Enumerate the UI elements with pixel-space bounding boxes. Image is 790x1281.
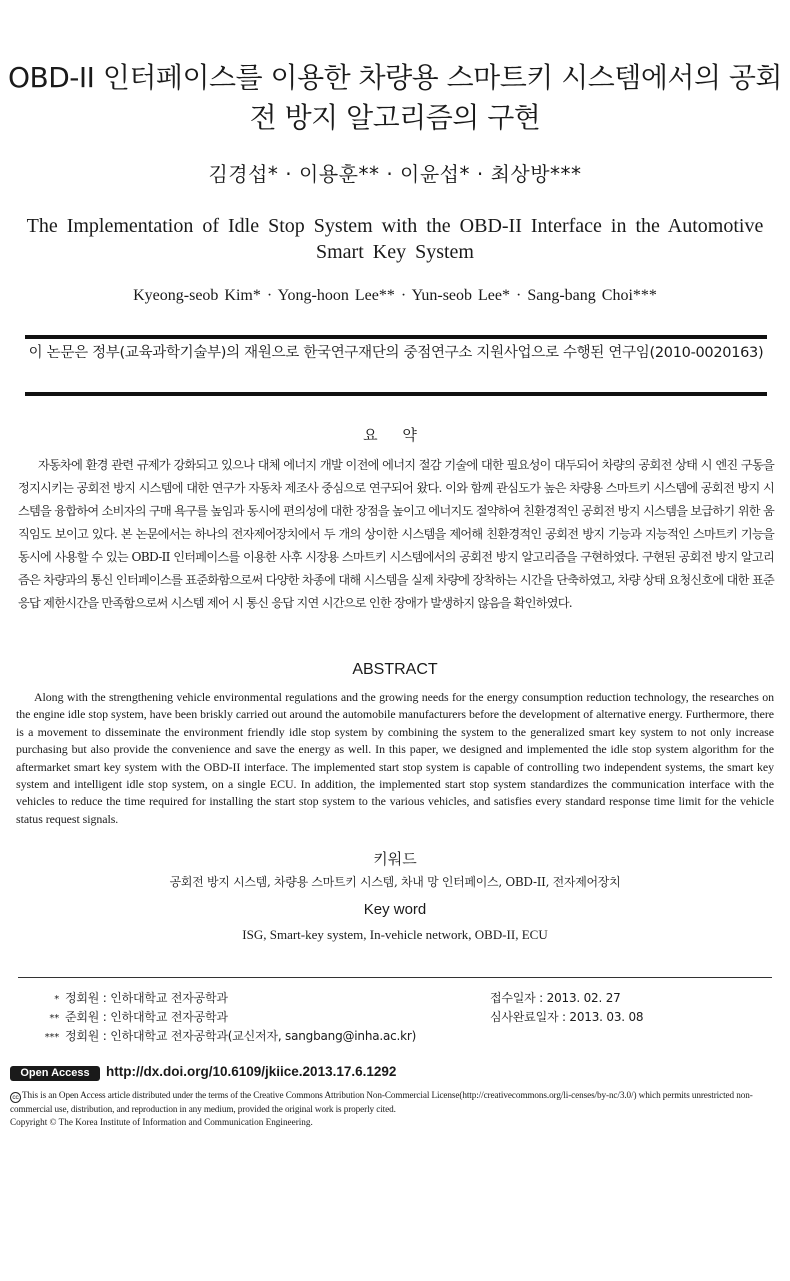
affiliation-2 xyxy=(25,1008,495,1028)
copyright-notice: Copyright © The Korea Institute of Information and Communication Engineering. xyxy=(10,1117,313,1127)
abstract-heading: ABSTRACT xyxy=(352,661,438,678)
keywords-korean-heading: 키워드 xyxy=(373,850,417,868)
authors-korean: 김경섭* · 이용훈** · 이윤섭* · 최상방*** xyxy=(208,162,582,186)
keywords-english-heading: Key word xyxy=(363,901,427,918)
footnote-divider xyxy=(18,977,772,978)
received-date: 접수일자 : 2013. 02. 27 xyxy=(490,991,621,1005)
affiliation-text: 준회원 : 인하대학교 전자공학과 xyxy=(65,1010,228,1024)
divider-thick-top xyxy=(25,335,767,339)
abstract-body: Along with the strengthening vehicle environmental regulations and the growing needs for the energy consumption reduction technology, the researches on the engine idle stop system, have been briskly carried out around the automobile manufacturers before the development of alternative energy. Furthermore, there is a movement to disseminate the environment friendly idle stop system by combining the system to the generalized smart key system to not only increase purchasing but also provide the convenience and save the energy as well. In this paper, we designed and implemented the idle stop system algorithm for the aftermarket smart key system with the OBD-II interface. The implemented start stop system is capable of controlling two independent systems, the smart key system and intelligent idle stop system, on a single ECU. In addition, the implemented start stop system standardizes the communication interface with the vehicles to reduce the time required for installing the start stop system to the various vehicles, and satisfies every standard response time limit for the vehicle status request signals. xyxy=(16,690,774,826)
review-completed-date: 심사완료일자 : 2013. 03. 08 xyxy=(490,1010,644,1024)
summary-body: 자동차에 환경 관련 규제가 강화되고 있으나 대체 에너지 개발 이전에 에너지 절감 기술에 대한 필요성이 대두되어 차량의 공회전 상태 시 엔진 구동을 정지시키는 공회전 방지 시스템에 대한 연구가 자동차 제조사 중심으로 연구되어 왔다. 이와 함께 관심도가 높은 차량용 스마트키 시스템에 공회전 방지 시스템을 융합하여 소비자의 구매 욕구를 높임과 동시에 편의성에 대한 장점을 높이고 에너지도 절약하여 친환경적인 공회전 방지 시스템을 보급하기 위한 움직임도 보이고 있다. 본 논문에서는 하나의 전자제어장치에서 두 개의 상이한 시스템을 제어해 친환경적인 공회전 방지 기능과 지능적인 스마트키 기능을 동시에 사용할 수 있는 OBD-II 인터페이스를 이용한 사후 시장용 스마트키 시스템에서의 공회전 방지 알고리즘을 구현하였다. 구현된 공회전 방지 알고리즘은 차량과의 통신 인터페이스를 표준화함으로써 다양한 차종에 대해 시스템을 실제 차량에 장착하는 시간을 단축하였고, 차량 상태 요청신호에 대한 표준 응답 제한시간을 만족함으로써 시스템 제어 시 통신 응답 지연 시간으로 인한 장애가 발생하지 않음을 확인하였다. xyxy=(18,458,774,610)
divider-thick-bottom xyxy=(25,392,767,396)
doi-link[interactable]: http://dx.doi.org/10.6109/jkiice.2013.17.6.1292 xyxy=(106,1064,397,1079)
creative-commons-icon: cc xyxy=(10,1092,21,1103)
affiliation-3 xyxy=(25,1027,495,1047)
open-access-badge: Open Access xyxy=(10,1066,100,1081)
paper-title-english: The Implementation of Idle Stop System with the OBD-II Interface in the Automotive Smart Key System xyxy=(26,215,764,263)
keywords-korean: 공회전 방지 시스템, 차량용 스마트키 시스템, 차내 망 인터페이스, OBD-II, 전자제어장치 xyxy=(169,875,621,889)
summary-heading: 요 약 xyxy=(363,426,427,444)
license-notice xyxy=(10,1089,780,1117)
affiliation-mark: * xyxy=(54,994,59,1005)
keywords-english: ISG, Smart-key system, In-vehicle network, OBD-II, ECU xyxy=(242,927,548,942)
grant-note: 이 논문은 정부(교육과학기술부)의 재원으로 한국연구재단의 중점연구소 지원사업으로 수행된 연구임(2010-0020163) xyxy=(28,345,764,361)
affiliation-text: 정회원 : 인하대학교 전자공학과 xyxy=(65,991,228,1005)
license-text: This is an Open Access article distributed under the terms of the Creative Commons Attribution Non-Commercial License(http://creativecommons.org/li-censes/by-nc/3.0/) which permits unrestricted non-commercial use, distribution, and reproduction in any medium, provided the original work is properly cited. xyxy=(10,1090,753,1114)
affiliation-text: 정회원 : 인하대학교 전자공학과(교신저자, sangbang@inha.ac.kr) xyxy=(65,1029,417,1043)
affiliation-1 xyxy=(25,989,495,1009)
affiliation-mark: ** xyxy=(49,1013,59,1024)
paper-title-korean: OBD-II 인터페이스를 이용한 차량용 스마트키 시스템에서의 공회전 방지 알고리즘의 구현 xyxy=(8,61,782,134)
affiliation-mark: *** xyxy=(44,1032,59,1043)
authors-english: Kyeong-seob Kim* · Yong-hoon Lee** · Yun-seob Lee* · Sang-bang Choi*** xyxy=(133,287,657,304)
